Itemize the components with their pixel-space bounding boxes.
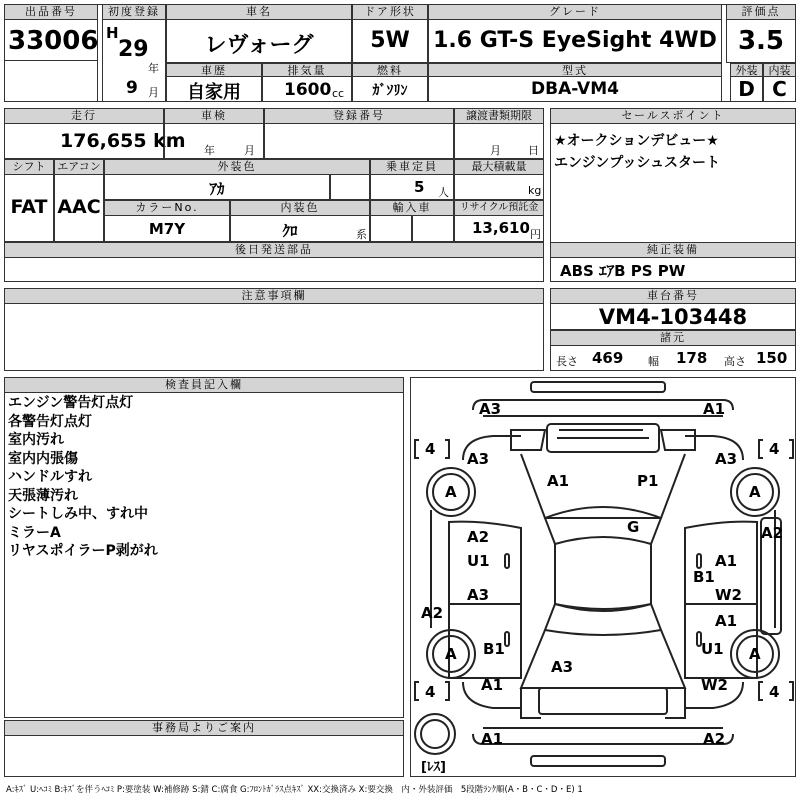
interior: C [772, 77, 787, 101]
damage-rear-bumper-right: A2 [703, 730, 726, 748]
damage-left-rear-quarter: B1 [483, 640, 505, 658]
remark: 室内汚れ [8, 432, 64, 448]
import-label: 輸入車 [370, 200, 454, 216]
height: 150 [756, 349, 788, 367]
damage-right-pillar: B1 [693, 568, 715, 586]
capacity-label: 乗車定員 [370, 159, 454, 175]
office-cell [4, 735, 404, 777]
damage-wheel-fl: A [445, 483, 457, 501]
exterior: D [738, 77, 755, 101]
damage-fender-fl: A3 [467, 450, 490, 468]
first-reg-label: 初度登録 [102, 4, 166, 20]
remark: 各警告灯点灯 [8, 413, 92, 430]
era: H [106, 24, 119, 42]
notes-label: 注意事項欄 [4, 288, 544, 304]
lot-no: 33006 [8, 26, 99, 56]
damage-left-rear-door: A3 [467, 586, 490, 604]
tire-fr: 4 [769, 440, 780, 458]
damage-left-front-door: A2 [467, 528, 490, 546]
int-color-label: 内装色 [230, 200, 370, 216]
capacity: 5 [414, 178, 425, 196]
shift: FAT [10, 196, 48, 218]
later-parts-label: 後日発送部品 [4, 242, 544, 258]
color-no-label: カラーNo. [104, 200, 230, 216]
mileage: 176,655 km [60, 130, 186, 152]
score-label: 評価点 [726, 4, 796, 20]
remark: エンジン警告灯点灯 [8, 395, 134, 411]
damage-right-rear-door-2: A1 [715, 612, 738, 630]
damage-right-rear-quarter: U1 [701, 640, 724, 658]
transfer-month-unit: 月 [490, 144, 501, 157]
damage-right-mirror: A2 [761, 524, 784, 542]
ac: AAC [57, 196, 101, 218]
equipment-label: 純正装備 [550, 242, 796, 258]
car-name: レヴォーグ [204, 33, 314, 58]
height-label: 高さ [724, 355, 746, 368]
history: 自家用 [187, 82, 241, 103]
damage-left-rear-quarter-2: A1 [481, 676, 504, 694]
inspector-remarks [8, 394, 158, 561]
damage-left-front-door-2: U1 [467, 552, 490, 570]
color-no: M7Y [148, 220, 186, 238]
reg-no-cell [264, 123, 454, 159]
damage-left-rocker: A2 [421, 604, 444, 622]
inspection-label: 車検 [164, 108, 264, 124]
reg-year-unit: 年 [148, 62, 159, 75]
damage-windshield: G [627, 518, 640, 536]
door-label: ドア形状 [352, 4, 428, 20]
transfer-day-unit: 日 [528, 144, 539, 157]
remark: 天張薄汚れ [8, 487, 78, 504]
inspection-year-unit: 年 [204, 144, 215, 157]
import-cell [370, 215, 412, 242]
inspection-month-unit: 月 [244, 144, 255, 157]
mileage-label: 走行 [4, 108, 164, 124]
legend: A:ｷｽﾞ U:ﾍｺﾐ B:ｷｽﾞを伴うﾍｺﾐ P:要塗装 W:補修跡 S:錆 C:腐食 G:ﾌﾛﾝﾄｶﾞﾗｽ点ｷｽﾞ XX:交換済み X:要交換 内・外装評価 5段階ﾗﾝｸ順(A・B・C・D・E) 1 [6, 785, 583, 795]
fuel: ｶﾞｿﾘﾝ [372, 83, 408, 99]
inspector-label: 検査員記入欄 [4, 377, 404, 393]
reg-year: 29 [118, 37, 149, 62]
lot-no-label: 出品番号 [4, 4, 98, 20]
fuel-label: 燃料 [352, 63, 428, 77]
displacement: 1600 [284, 80, 332, 100]
specs-label: 諸元 [550, 330, 796, 346]
reg-month: 9 [126, 78, 138, 98]
ext-color: ｱｶ [209, 180, 225, 198]
displacement-unit: cc [332, 87, 345, 100]
damage-wheel-fr: A [749, 483, 761, 501]
import-cell-2 [412, 215, 454, 242]
sales-point-1: ★オークションデビュー★ [554, 133, 719, 149]
max-load-label: 最大積載量 [454, 159, 544, 175]
capacity-unit: 人 [438, 186, 449, 199]
exterior-label: 外装 [730, 63, 763, 77]
tire-rl: 4 [425, 683, 436, 701]
tire-fl: 4 [425, 440, 436, 458]
chassis-label: 車台番号 [550, 288, 796, 304]
car-diagram [410, 377, 796, 777]
displacement-label: 排気量 [262, 63, 352, 77]
reg-no-label: 登録番号 [264, 108, 454, 124]
equipment: ABS ｴｱB PS PW [560, 262, 686, 280]
damage-trunk: A3 [551, 658, 574, 676]
width: 178 [676, 349, 708, 367]
damage-front-right-bumper: A1 [703, 400, 726, 418]
remark: リヤスポイラーP剥がれ [8, 543, 158, 559]
length-label: 長さ [556, 355, 578, 368]
notes-cell [4, 303, 544, 371]
office-label: 事務局よりご案内 [4, 720, 404, 736]
lot-no-blank [4, 60, 98, 102]
sales-point-2: エンジンプッシュスタート [554, 155, 721, 171]
int-color: ｸﾛ [282, 222, 298, 240]
damage-right-rear-door: W2 [715, 586, 742, 604]
shift-label: シフト [4, 159, 54, 175]
tire-rr: 4 [769, 683, 780, 701]
width-label: 幅 [648, 355, 659, 368]
damage-rear-bumper-left: A1 [481, 730, 504, 748]
damage-hood-right: P1 [637, 472, 659, 490]
door: 5W [370, 28, 410, 53]
remark: ミラーA [8, 524, 61, 541]
recycle: 13,610 [472, 219, 530, 237]
remark: ハンドルすれ [8, 469, 92, 485]
ac-label: エアコン [54, 159, 104, 175]
grade-label: グレード [428, 4, 722, 20]
length: 469 [592, 349, 624, 367]
reg-month-unit: 月 [148, 86, 159, 99]
chassis: VM4-103448 [598, 305, 748, 329]
spare-label: ﾚｽ [426, 760, 440, 775]
damage-right-rear-quarter-2: W2 [701, 676, 728, 694]
grade: 1.6 GT-S EyeSight 4WD [433, 28, 717, 53]
later-parts-cell [4, 257, 544, 282]
damage-wheel-rr: A [749, 645, 761, 663]
sales-points-label: セールスポイント [550, 108, 796, 124]
model: DBA-VM4 [531, 79, 619, 99]
spare-label-bracket: [ﾚｽ] [421, 760, 446, 775]
damage-fender-fr: A3 [715, 450, 738, 468]
recycle-label: リサイクル預託金 [454, 200, 544, 216]
score: 3.5 [737, 26, 785, 56]
ext-color-cell-2 [330, 174, 370, 200]
recycle-unit: 円 [530, 228, 541, 241]
damage-hood-left: A1 [547, 472, 570, 490]
interior-label: 内装 [763, 63, 796, 77]
ext-color-label: 外装色 [104, 159, 370, 175]
car-name-label: 車名 [166, 4, 352, 20]
damage-front-left-bumper: A3 [479, 400, 502, 418]
model-label: 型式 [428, 63, 722, 77]
int-color-unit: 系 [356, 228, 367, 241]
history-label: 車歴 [166, 63, 262, 77]
damage-wheel-rl: A [445, 645, 457, 663]
remark: シートしみ中、すれ中 [8, 506, 148, 522]
transfer-label: 譲渡書類期限 [454, 108, 544, 124]
car-outline [411, 378, 795, 776]
damage-right-front-door: A1 [715, 552, 738, 570]
remark: 室内内張傷 [8, 450, 78, 467]
max-load-unit: kg [528, 184, 542, 197]
